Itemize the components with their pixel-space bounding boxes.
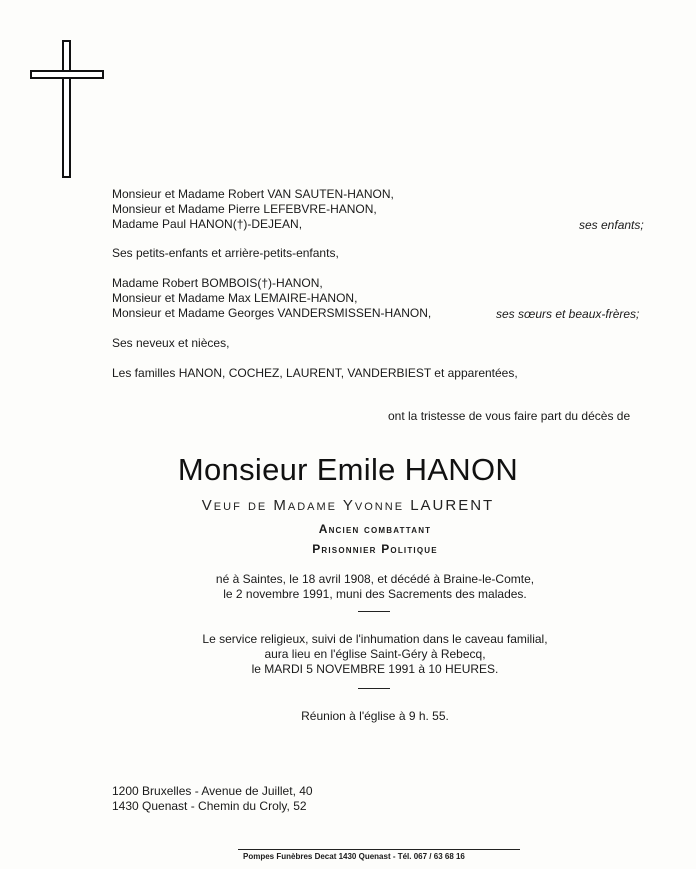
neveux-line: Ses neveux et nièces,: [112, 336, 230, 350]
enfants-label: ses enfants;: [579, 218, 644, 232]
service-line-1: Le service religieux, suivi de l'inhumation dans le caveau familial,: [202, 632, 548, 646]
soeur-line-1: Madame Robert BOMBOIS(†)-HANON,: [112, 276, 323, 290]
service-line-3: le MARDI 5 NOVEMBRE 1991 à 10 HEURES.: [251, 662, 499, 676]
deceased-name: Monsieur Emile HANON: [177, 452, 519, 487]
tristesse-line: ont la tristesse de vous faire part du décès de: [388, 409, 631, 423]
footer-imprint: Pompes Funèbres Decat 1430 Quenast - Tél. 067 / 63 68 16: [243, 852, 465, 861]
cross-vertical-bar: [62, 40, 71, 178]
adresse-line-2: 1430 Quenast - Chemin du Croly, 52: [112, 799, 307, 813]
soeur-line-2: Monsieur et Madame Max LEMAIRE-HANON,: [112, 291, 358, 305]
veuf-line: Veuf de Madame Yvonne LAURENT: [201, 497, 495, 514]
familles-line: Les familles HANON, COCHEZ, LAURENT, VANDERBIEST et apparentées,: [112, 366, 518, 380]
naissance-line-2: le 2 novembre 1991, muni des Sacrements des malades.: [223, 587, 527, 601]
service-line-2: aura lieu en l'église Saint-Géry à Rebecq,: [264, 647, 486, 661]
separator-1: [358, 611, 390, 612]
adresse-line-1: 1200 Bruxelles - Avenue de Juillet, 40: [112, 784, 313, 798]
cross-center: [64, 72, 69, 77]
petits-enfants-line: Ses petits-enfants et arrière-petits-enfants,: [112, 246, 339, 260]
title-prisonnier: Prisonnier Politique: [312, 542, 438, 556]
footer-rule: [238, 849, 520, 850]
title-combattant: Ancien combattant: [318, 522, 432, 536]
enfant-line-2: Monsieur et Madame Pierre LEFEBVRE-HANON,: [112, 202, 377, 216]
naissance-line-1: né à Saintes, le 18 avril 1908, et décédé à Braine-le-Comte,: [215, 572, 535, 586]
separator-2: [358, 688, 390, 689]
soeur-line-3: Monsieur et Madame Georges VANDERSMISSEN-HANON,: [112, 306, 432, 320]
enfant-line-3: Madame Paul HANON(†)-DEJEAN,: [112, 217, 303, 231]
enfant-line-1: Monsieur et Madame Robert VAN SAUTEN-HANON,: [112, 187, 394, 201]
soeurs-label: ses sœurs et beaux-frères;: [496, 307, 640, 321]
reunion-line: Réunion à l'église à 9 h. 55.: [301, 709, 449, 723]
